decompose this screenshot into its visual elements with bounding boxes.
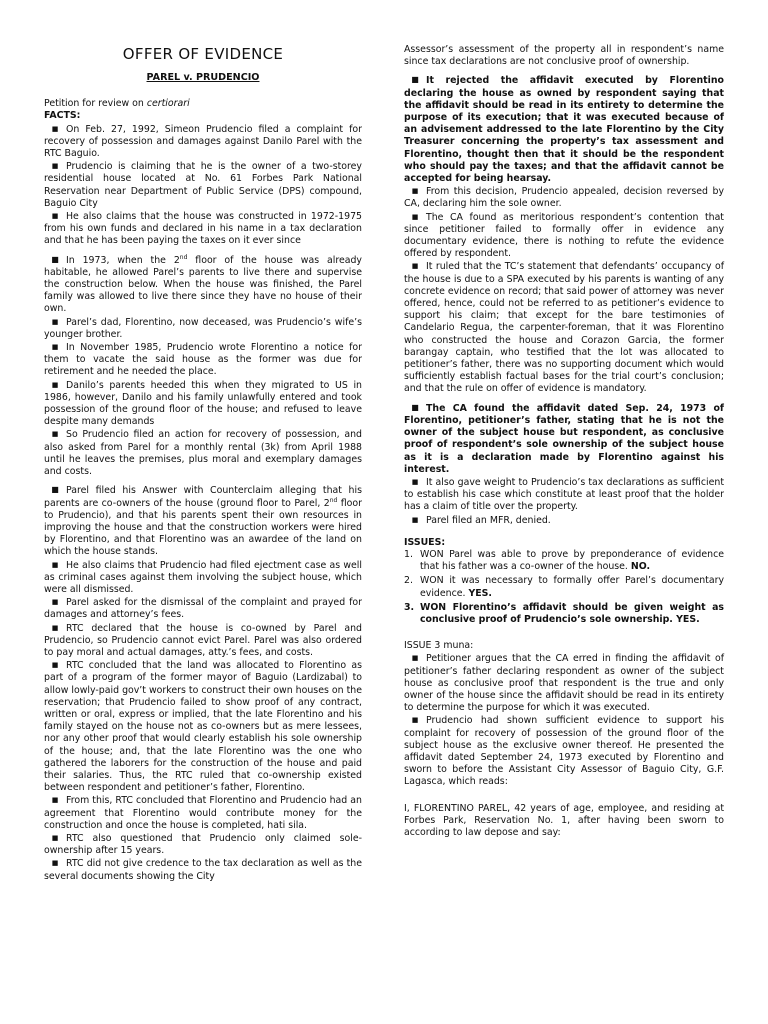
list-item: ■ In 1973, when the 2nd floor of the house was already habitable, he allowed Parel’s parents to live there and supervise the construction below. When the house was finished, the Parel family was allowed to live there since they have no house of their own. [44,253,362,315]
issues-label: ISSUES: [404,536,446,548]
issue-item: 1. WON Parel was able to prove by preponderance of evidence that his father was a co-owner of the house. NO. [404,548,724,573]
issues-list [404,549,724,626]
continued-paragraph: Assessor’s assessment of the property all in respondent’s name since tax declarations are not conclusive proof of ownership. [404,44,724,68]
list-item: ■ It ruled that the TC’s statement that defendants’ occupancy of the house is due to a SPA executed by his parents is wanting of any concrete evidence on record; that said power of attorney was never offered, hence, could not be referred to as petitioner’s evidence to support his claim; that except for the bare testimonies of Candelario Regua, the carpenter-foreman, that it was Florentino who constructed the house and Corazon Garcia, the former barangay captain, who testified that the lot was allocated to petitioner’s father, there was no supporting document which would sufficiently establish factual bases for the trial court’s conclusion; and that the rule on offer of evidence is mandatory. [404,261,724,395]
list-item: ■ Danilo’s parents heeded this when they migrated to US in 1986, however, Danilo and his family unlawfully entered and took possession of the ground floor of the house; and refused to leave despite many demands [44,379,362,428]
list-item: ■ From this, RTC concluded that Florentino and Prudencio had an agreement that Florentino would contribute money for the construction and once the house is completed, hati sila. [44,795,362,831]
list-item: ■ He also claims that the house was constructed in 1972-1975 from his own funds and declared in his name in a tax declaration and that he has been paying the taxes on it ever since [44,211,362,247]
list-item: ■ Prudencio had shown sufficient evidence to support his complaint for recovery of possession of the ground floor of the subject house as the exclusive owner thereof. He presented the affidavit dated September 24, 1973 executed by Florentino and sworn to before the Assistant City Assessor of Baguio City, G.F. Lagasca, which reads: [404,715,724,788]
issue-item: 2. WON it was necessary to formally offer Parel’s documentary evidence. YES. [404,575,724,599]
list-item: ■ Parel’s dad, Florentino, now deceased, was Prudencio’s wife’s younger brother. [44,316,362,340]
list-item: ■ It also gave weight to Prudencio’s tax declarations as sufficient to establish his case which constitute at least proof that the holder has a claim of title over the property. [404,476,724,513]
list-item: ■ He also claims that Prudencio had filed ejectment case as well as criminal cases against them involving the subject house, which were all dismissed. [44,559,362,595]
petition-line [44,98,362,110]
list-item-bold: ■ It rejected the affidavit executed by Florentino declaring the house as owned by respondent saying that the affidavit should be read in its entirety to determine the purpose of its execution; that it was executed because of an advisement addressed to the late Florentino by the City Treasurer concerning the property’s tax assessment and Florentino, thought then that it should be the respondent who should pay the taxes; and that the affidavit cannot be accepted for being hearsay. [404,75,724,185]
list-item: ■ Parel filed an MFR, denied. [411,514,551,526]
list-item: ■ On Feb. 27, 1992, Simeon Prudencio filed a complaint for recovery of possession and damages against Danilo Parel with the RTC Baguio. [44,123,362,160]
issue3-label: ISSUE 3 muna: [404,640,474,652]
facts-label: FACTS: [44,110,81,122]
case-name: PAREL v. PRUDENCIO [146,72,260,83]
list-item: ■ RTC concluded that the land was allocated to Florentino as part of a program of the former mayor of Baguio (Lardizabal) to allow lowly-paid gov’t workers to construct their own houses on the reservation; that Prudencio failed to show proof of any contract, written or oral, express or implied, that the late Florentino and his family stayed on the house not as co-owners but as mere lessees, nor any other proof that would clearly establish his sole ownership of the house; and, that the late Florentino was the one who gathered the laborers for the construction of the house and paid their salaries. Thus, the RTC ruled that co-ownership existed between respondent and petitioner’s father, Florentino. [44,660,362,794]
page-title: OFFER OF EVIDENCE [122,45,284,63]
list-item: ■ Prudencio is claiming that he is the owner of a two-storey residential house located at No. 61 Forbes Park National Reservation near Department of Public Service (DPS) compound, Baguio City [44,161,362,209]
list-item: ■ From this decision, Prudencio appealed, decision reversed by CA, declaring him the sole owner. [404,186,724,210]
list-item: ■ Parel filed his Answer with Counterclaim alleging that his parents are co-owners of the house (ground floor to Parel, 2nd floor to Prudencio), and that his parents spent their own resources in improving the house and that the construction workers were hired by Florentino, and that Florentino was an awardee of the land on which the house stands. [44,485,362,558]
facts-group-1 [44,123,362,248]
list-item: ■ RTC declared that the house is co-owned by Parel and Prudencio, so Prudencio cannot evict Parel. Parel was also ordered to pay moral and actual damages, atty.’s fees, and costs. [44,622,362,658]
facts-group-3 [44,484,362,883]
list-item-bold: ■ The CA found the affidavit dated Sep. 24, 1973 of Florentino, petitioner’s father, stating that he is not the owner of the subject house but respondent, as conclusive proof of respondent’s sole ownership of the subject house as it is a declaration made by Florentino against his interest. [404,402,724,475]
affidavit-text: I, FLORENTINO PAREL, 42 years of age, employee, and residing at Forbes Park, Reservation No. 1, after having been sworn to according to law depose and say: [404,802,724,838]
list-item: ■ RTC did not give credence to the tax declaration as well as the several documents showing the City [44,858,362,882]
list-item: ■ The CA found as meritorious respondent’s contention that since petitioner failed to formally offer in evidence any documentary evidence, there is nothing to refute the evidence offered by respondent. [404,211,724,260]
right-column [404,0,724,849]
left-column [44,0,362,883]
issue-item: 3. WON Florentino’s affidavit should be given weight as conclusive proof of Prudencio’s sole ownership. YES. [404,601,724,625]
list-item: ■ In November 1985, Prudencio wrote Florentino a notice for them to vacate the said house as the former was due for retirement and he needed the place. [44,342,362,378]
petition-prefix: Petition for review on [44,98,147,110]
petition-italic: certiorari [146,98,190,110]
list-item: ■ RTC also questioned that Prudencio only claimed sole-ownership after 15 years. [44,832,362,857]
list-item: ■ Petitioner argues that the CA erred in finding the affidavit of petitioner’s father declaring respondent as owner of the subject house as conclusive proof that respondent is the true and only owner of the house since the affidavit should be read in its entirety to determine the purpose for which it was executed. [404,653,724,714]
list-item: ■ So Prudencio filed an action for recovery of possession, and also asked from Parel for a monthly rental (3k) from April 1988 until he leaves the premises, plus moral and exemplary damages and costs. [44,429,362,478]
facts-group-2 [44,254,362,479]
list-item: ■ Parel asked for the dismissal of the complaint and prayed for damages and attorney’s fees. [44,597,362,621]
